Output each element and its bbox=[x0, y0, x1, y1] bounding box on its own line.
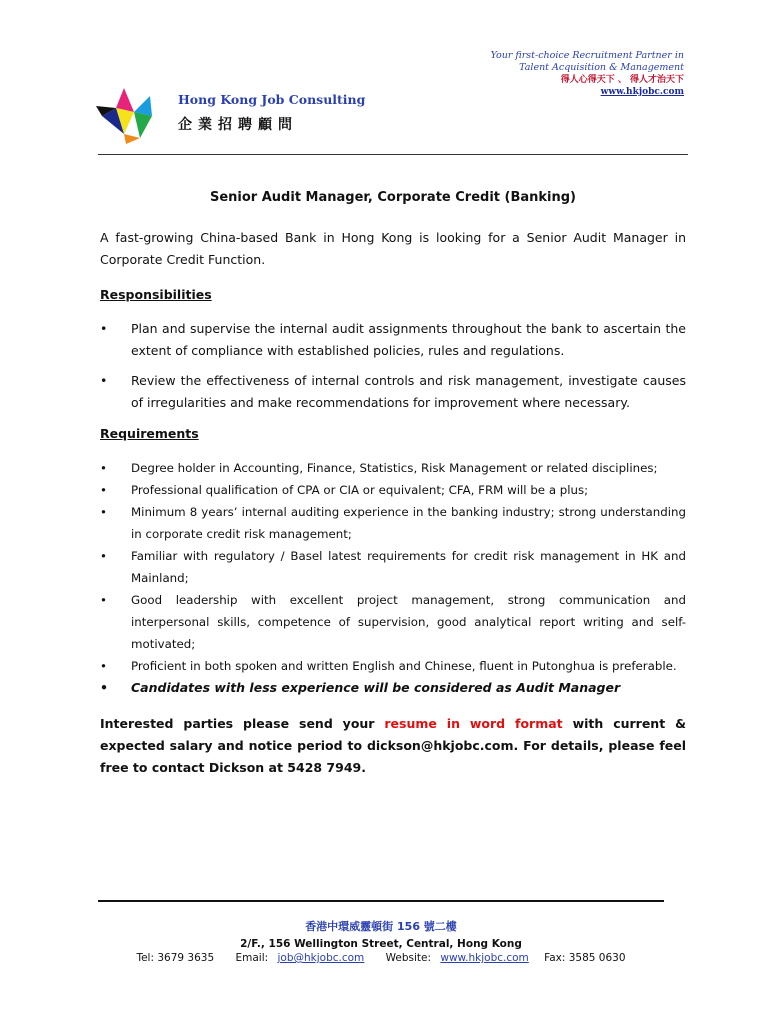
bullet-icon: • bbox=[100, 461, 107, 475]
tagline-line2: Talent Acquisition & Management bbox=[519, 62, 684, 73]
footer-website bbox=[380, 952, 529, 964]
footer bbox=[98, 918, 664, 964]
company-name: Hong Kong Job Consulting bbox=[178, 92, 366, 107]
bullet-icon: • bbox=[100, 549, 107, 563]
list-item bbox=[100, 318, 686, 362]
list-item bbox=[100, 589, 686, 655]
list-item bbox=[100, 501, 686, 545]
list-item-text: Review the effectiveness of internal controls and risk management, investigate causes of irregularities and make recommendations for improvement where necessary. bbox=[131, 373, 686, 410]
header-divider bbox=[98, 154, 688, 155]
list-item bbox=[100, 655, 686, 677]
list-item-text: Good leadership with excellent project management, strong communication and interpersonal skills, competence of supervision, good analytical report writing and self-motivated; bbox=[131, 593, 686, 651]
footer-address: 2/F., 156 Wellington Street, Central, Hong Kong bbox=[240, 938, 522, 950]
bullet-icon: • bbox=[100, 680, 108, 695]
list-item-emphasis bbox=[100, 677, 686, 699]
bullet-icon: • bbox=[100, 373, 108, 388]
responsibilities-list bbox=[100, 318, 686, 414]
job-intro: A fast-growing China-based Bank in Hong Kong is looking for a Senior Audit Manager in Corporate Credit Function. bbox=[100, 230, 686, 267]
bullet-icon: • bbox=[100, 505, 107, 519]
job-posting bbox=[100, 190, 686, 792]
list-item bbox=[100, 479, 686, 501]
requirements-list bbox=[100, 457, 686, 699]
list-item bbox=[100, 457, 686, 479]
footer-address-chinese: 香港中環威靈頓街 156 號二樓 bbox=[305, 920, 457, 933]
requirements-heading: Requirements bbox=[100, 426, 199, 441]
footer-website-label: Website: bbox=[385, 952, 435, 964]
tagline-line1: Your first-choice Recruitment Partner in bbox=[490, 50, 684, 61]
bullet-icon: • bbox=[100, 593, 107, 607]
header-website-link[interactable]: www.hkjobc.com bbox=[600, 87, 684, 97]
list-item-text: Degree holder in Accounting, Finance, Statistics, Risk Management or related disciplines; bbox=[131, 461, 658, 475]
list-item-text: Familiar with regulatory / Basel latest requirements for credit risk management in HK and Mainland; bbox=[131, 549, 686, 585]
list-item bbox=[100, 370, 686, 414]
footer-website-link[interactable]: www.hkjobc.com bbox=[440, 952, 529, 964]
footer-email bbox=[229, 952, 364, 964]
list-item-text: Professional qualification of CPA or CIA or equivalent; CFA, FRM will be a plus; bbox=[131, 483, 589, 497]
tagline-chinese: 得人心得天下 、 得人才治天下 bbox=[560, 75, 684, 85]
list-item-text: Minimum 8 years’ internal auditing experience in the banking industry; strong understanding in corporate credit risk management; bbox=[131, 505, 686, 541]
footer-tel: Tel: 3679 3635 bbox=[136, 952, 215, 964]
closing-text: Interested parties please send your bbox=[100, 716, 385, 731]
list-item bbox=[100, 545, 686, 589]
header-tagline bbox=[384, 50, 684, 98]
list-item-text: Candidates with less experience will be considered as Audit Manager bbox=[131, 680, 621, 695]
closing-highlight: resume in word format bbox=[384, 716, 563, 731]
responsibilities-heading: Responsibilities bbox=[100, 287, 212, 302]
footer-fax: Fax: 3585 0630 bbox=[544, 952, 626, 964]
list-item-text: Plan and supervise the internal audit assignments throughout the bank to ascertain the extent of compliance with established policies, rules and regulations. bbox=[131, 321, 686, 358]
footer-email-link[interactable]: job@hkjobc.com bbox=[277, 952, 365, 964]
bullet-icon: • bbox=[100, 659, 107, 673]
list-item-text: Proficient in both spoken and written English and Chinese, fluent in Putonghua is preferable. bbox=[131, 659, 677, 673]
footer-email-label: Email: bbox=[235, 952, 272, 964]
application-instructions bbox=[100, 713, 686, 779]
bullet-icon: • bbox=[100, 321, 108, 336]
bullet-icon: • bbox=[100, 483, 107, 497]
closing-text-rest: with current & expected salary and notice period to dickson@hkjobc.com. For details, please feel free to contact Dickson at 5428 7949. bbox=[100, 716, 686, 775]
company-name-chinese: 企業招聘顧問 bbox=[178, 117, 298, 133]
footer-contacts bbox=[98, 952, 664, 964]
job-title: Senior Audit Manager, Corporate Credit (Banking) bbox=[209, 190, 576, 205]
footer-divider bbox=[98, 900, 664, 902]
